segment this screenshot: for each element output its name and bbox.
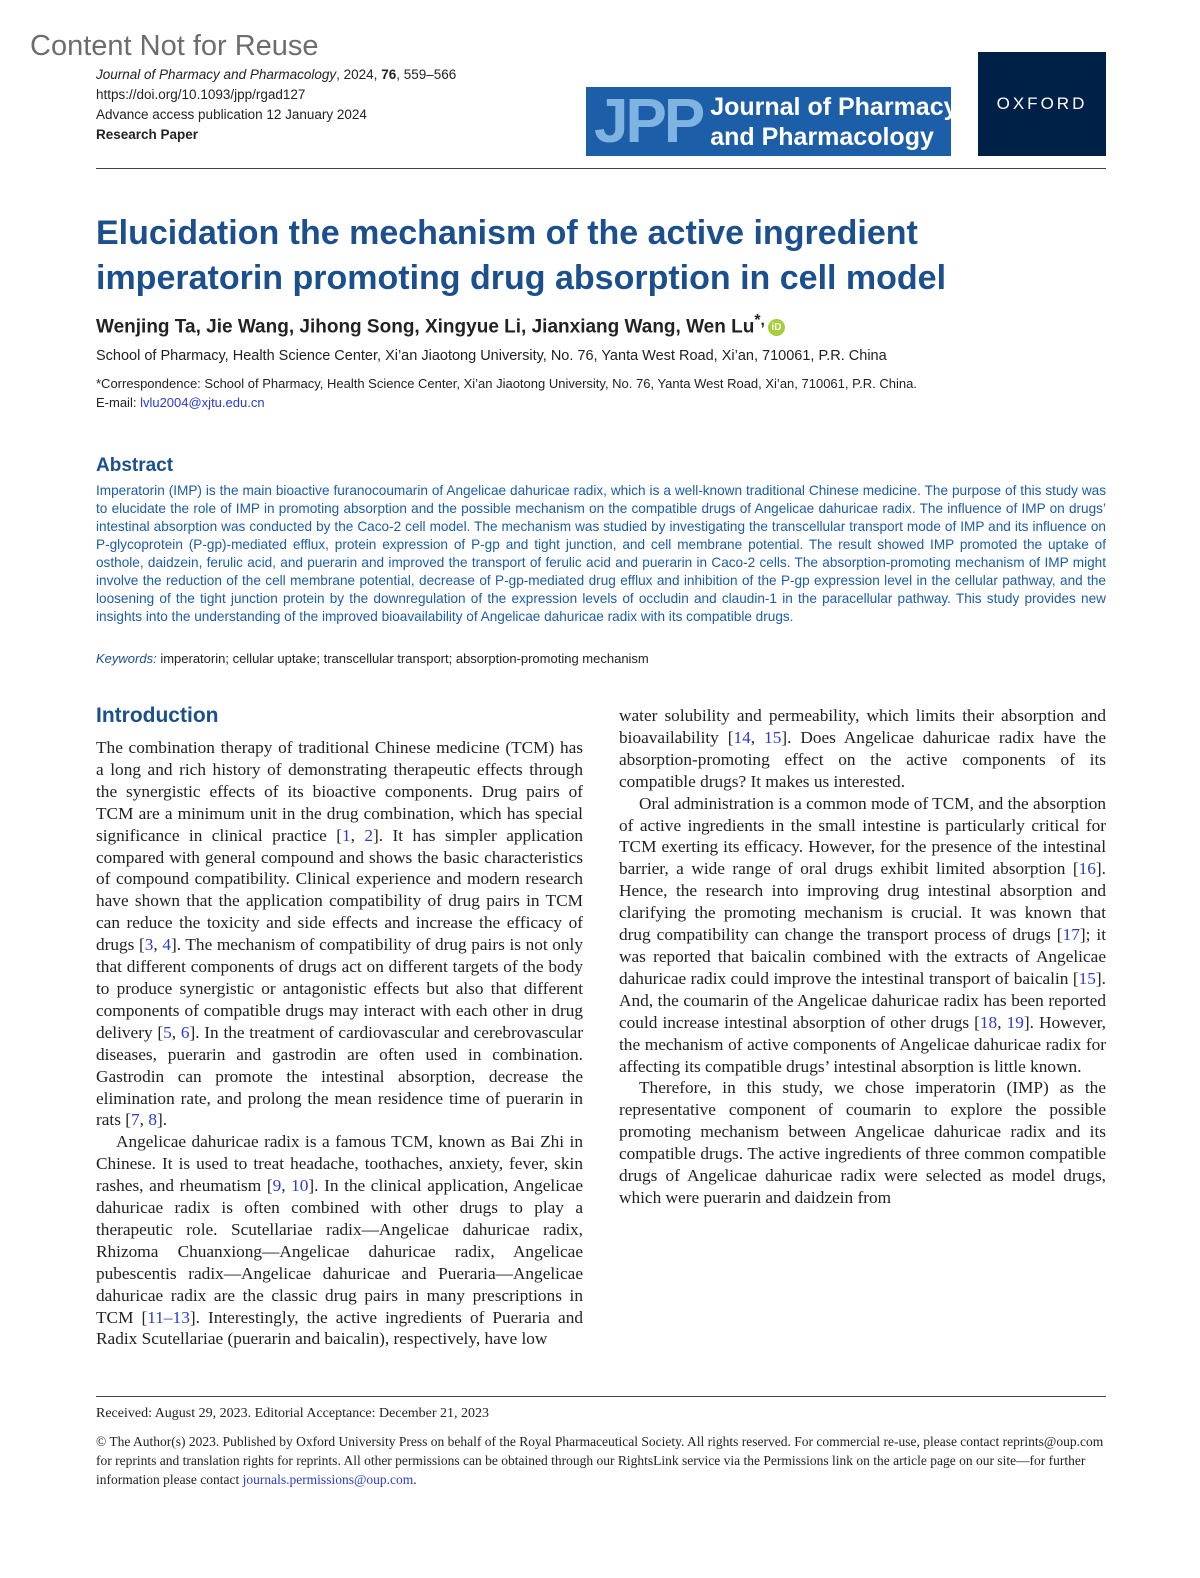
citation-link[interactable]: 5 (163, 1022, 172, 1042)
keywords-label: Keywords: (96, 651, 157, 666)
citation-link[interactable]: 15 (1078, 968, 1096, 988)
journal-citation-name: Journal of Pharmacy and Pharmacology (96, 67, 337, 82)
body-column-left (96, 737, 583, 1350)
jpp-logo-name-line2: and Pharmacology (710, 122, 934, 151)
email-link[interactable]: lvlu2004@xjtu.edu.cn (140, 395, 265, 410)
jpp-logo-name-line1: Journal of Pharmacy (710, 92, 958, 121)
jpp-logo (586, 86, 958, 156)
citation-link[interactable]: 15 (764, 727, 782, 747)
corresponding-mark: *, (754, 312, 765, 329)
paper-type: Research Paper (96, 127, 199, 142)
watermark: Content Not for Reuse (30, 30, 319, 62)
citation-link[interactable]: 10 (291, 1176, 309, 1196)
article-title-line2: imperatorin promoting drug absorption in cell model (96, 259, 947, 297)
correspondence-address: *Correspondence: School of Pharmacy, Health Science Center, Xi’an Jiaotong University, No. 76, Yanta West Road, Xi’an, 710061, P.R. China. (96, 376, 917, 391)
citation-link[interactable]: 11–13 (147, 1307, 190, 1327)
orcid-icon[interactable]: iD (768, 319, 785, 336)
received-dates: Received: August 29, 2023. Editorial Acceptance: December 21, 2023 (96, 1406, 490, 1421)
affiliation: School of Pharmacy, Health Science Center, Xi’an Jiaotong University, No. 76, Yanta West Road, Xi’an, 710061, P.R. China (96, 348, 887, 364)
citation-link[interactable]: 1 (341, 825, 351, 845)
citation-link[interactable]: 7 (131, 1110, 140, 1130)
copyright-notice: © The Author(s) 2023. Published by Oxford University Press on behalf of the Royal Pharmaceutical Society. All rights reserved. For commercial re-use, please contact reprints@oup.com for reprints and translation rights for reprints. All other permissions can be obtained through our RightsLink service via the Permissions link on the article page on our site—for further information please contact journals.permissions@oup.com. (96, 1434, 1104, 1487)
journal-citation-year: , 2024, (336, 67, 382, 82)
citation-link[interactable]: 6 (180, 1022, 190, 1042)
intro-paragraph-2-start: Angelicae dahuricae radix is a famous TCM, known as Bai Zhi in Chinese. It is used to treat headache, toothaches, anxiety, fever, skin rashes, and rheumatism [9, 10]. In the clinical application, Angelicae dahuricae radix is often combined with other drugs to play a therapeutic role. Scutellariae radix—Angelicae dahuricae radix, Rhizoma Chuanxiong—Angelicae dahuricae radix, Angelicae pubescentis radix—Angelicae dahuricae and Pueraria—Angelicae dahuricae radix are the classic drug pairs in many prescriptions in TCM [11–13]. Interestingly, the active ingredients of Pueraria and Radix Scutellariae (puerarin and baicalin), respectively, have low (96, 1132, 584, 1349)
footer-divider (96, 1396, 1106, 1397)
citation-link[interactable]: 19 (1006, 1012, 1024, 1032)
doi-link[interactable]: https://doi.org/10.1093/jpp/rgad127 (96, 87, 306, 102)
journal-citation-volume: 76 (381, 67, 397, 82)
jpp-logo-name (710, 92, 957, 152)
citation-link[interactable]: 17 (1062, 925, 1080, 945)
abstract-body: Imperatorin (IMP) is the main bioactive furanocoumarin of Angelicae dahuricae radix, which is a well-known traditional Chinese medicine. The purpose of this study was to elucidate the role of IMP in promoting absorption and the possible mechanism on the compatible drugs of Angelicae dahuricae radix. The influence of IMP on drugs’ intestinal absorption was conducted by the Caco-2 cell model. The mechanism was studied by investigating the transcellular transport mode of IMP and its influence on P-glycoprotein (P-gp)-mediated efflux, protein expression of P-gp and tight junction, and cell membrane potential. The result showed IMP promoted the uptake of osthole, daidzein, ferulic acid, and puerarin and improved the transport of ferulic acid and puerarin in Caco-2 cells. The absorption-promoting mechanism of IMP might involve the reduction of the cell membrane potential, decrease of P-gp-mediated drug efflux and inhibition of the P-gp expression level in the cellular pathway, and the loosening of the tight junction protein by the downregulation of the expression levels of occludin and claudin-1 in the paracellular pathway. This study provides new insights into the understanding of the improved bioavailability of Angelicae dahuricae radix with its compatible drugs. (96, 483, 1106, 624)
author-list (96, 312, 785, 338)
citation-link[interactable]: 14 (733, 727, 751, 747)
correspondence-email (96, 393, 917, 412)
journal-citation-pages: , 559–566 (396, 67, 457, 82)
body-column-right (619, 705, 1106, 1209)
author-names: Wenjing Ta, Jie Wang, Jihong Song, Xingyue Li, Jianxiang Wang, Wen Lu (96, 316, 755, 338)
keywords-list: imperatorin; cellular uptake; transcellular transport; absorption-promoting mechanism (156, 651, 649, 666)
article-title (96, 211, 1096, 301)
oxford-logo: OXFORD (978, 52, 1106, 156)
journal-meta (96, 65, 456, 145)
article-title-line1: Elucidation the mechanism of the active ingredient (96, 214, 918, 252)
correspondence (96, 374, 917, 412)
intro-paragraph-2-continued: water solubility and permeability, which limits their absorption and bioavailability [14, 15]. Does Angelicae dahuricae radix have the absorption-promoting effect on the active components of its compatible drugs? It makes us interested. (619, 706, 1106, 791)
citation-link[interactable]: 3 (144, 935, 154, 955)
citation-link[interactable]: 2 (364, 825, 373, 845)
journal-citation (96, 65, 456, 85)
intro-paragraph-3: Oral administration is a common mode of TCM, and the absorption of active ingredients in the small intestine is particularly critical for TCM exerting its efficacy. However, for the presence of the intestinal barrier, a wide range of oral drugs exhibit limited absorption [16]. Hence, the research into improving drug intestinal absorption and clarifying the promoting mechanism is crucial. It was known that drug compatibility can change the transport process of drugs [17]; it was reported that baicalin combined with the extracts of Angelicae dahuricae radix could improve the intestinal transport of baicalin [15]. And, the coumarin of the Angelicae dahuricae radix has been reported could increase intestinal absorption of other drugs [18, 19]. However, the mechanism of active components of Angelicae dahuricae radix for affecting its compatible drugs’ intestinal absorption is little known. (619, 793, 1107, 1076)
intro-paragraph-1: The combination therapy of traditional Chinese medicine (TCM) has a long and rich history of demonstrating therapeutic effects through the synergistic effects of its bioactive components. Drug pairs of TCM are a minimum unit in the drug combination, which has special significance in clinical practice [1, 2]. It has simpler application compared with general compound and shows the basic characteristics of compound compatibility. Clinical experience and modern research have shown that the application compatibility of drug pairs in TCM can reduce the toxicity and side effects and increase the efficacy of drugs [3, 4]. The mechanism of compatibility of drug pairs is not only that different components of drugs act on different targets of the body to produce synergistic or antagonistic effects but also that different components of compatible drugs may interact with each other in drug delivery [5, 6]. In the treatment of cardiovascular and cerebrovascular diseases, puerarin and gastrodin are often used in combination. Gastrodin can promote the intestinal absorption, decrease the elimination rate, and prolong the mean residence time of puerarin in rats [7, 8]. (96, 738, 584, 1130)
citation-link[interactable]: 8 (148, 1110, 157, 1130)
citation-link[interactable]: 18 (979, 1012, 998, 1032)
citation-link[interactable]: 16 (1078, 859, 1096, 879)
abstract-heading: Abstract (96, 455, 174, 476)
permissions-email-link[interactable]: journals.permissions@oup.com (242, 1472, 414, 1487)
advance-access: Advance access publication 12 January 2024 (96, 107, 367, 122)
citation-link[interactable]: 9 (272, 1176, 282, 1196)
email-label: E-mail: (96, 395, 141, 410)
header-divider (96, 168, 1106, 169)
keywords (96, 651, 649, 666)
introduction-heading: Introduction (96, 704, 219, 727)
jpp-logo-mark: JPP (594, 86, 703, 156)
citation-link[interactable]: 4 (162, 935, 171, 955)
intro-paragraph-4: Therefore, in this study, we chose imperatorin (IMP) as the representative component of coumarin to explore the possible promoting mechanism between Angelicae dahuricae radix and its compatible drugs. The active ingredients of three common compatible drugs of Angelicae dahuricae radix were selected as model drugs, which were puerarin and daidzein from (619, 1078, 1106, 1207)
